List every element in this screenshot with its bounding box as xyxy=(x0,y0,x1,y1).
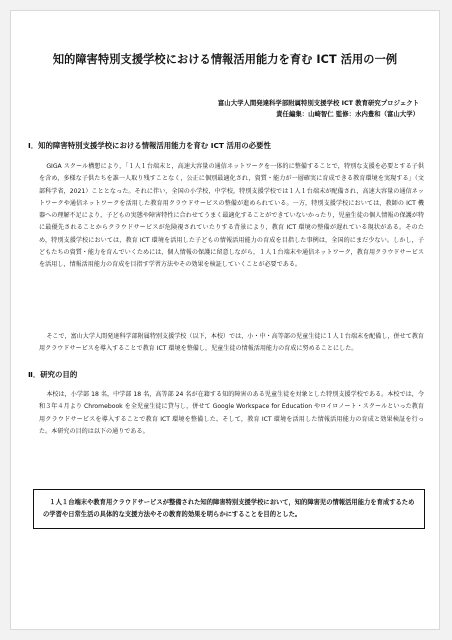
section1-heading: Ⅰ．知的障害特別支援学校における情報活用能力を育む ICT 活用の必要性 xyxy=(28,141,271,150)
affiliation-block xyxy=(218,98,419,119)
section2-heading: Ⅱ．研究の目的 xyxy=(28,370,78,379)
document-page xyxy=(10,10,440,630)
section2-paragraph-1: 本校は，小学部 18 名，中学部 18 名，高等部 24 名が在籍する知的障害のある児童生徒を対象とした特別支援学校である。本校では，令和３年４月より Chromebook を全児童生徒に貸与し，併せて Google Workspace for Education やロイロノート・スクールといった教育用クラウドサービスを導入することで教育 ICT 環境を整備した。そして，教育 ICT 環境を活用した情報活用能力の育成と効果検証を行った。本研究の目的は以下の通りである。 xyxy=(39,391,424,435)
research-purpose-box: １人１台端末や教育用クラウドサービスが整備された知的障害特別支援学校において，知的障害児の情報活用能力を育成するための学習や日常生活の具体的な支援方法やその教育的効果を明らかにすることを目的とした。 xyxy=(33,489,425,529)
section1-paragraph-2: そこで，富山大学人間発達科学部附属特別支援学校（以下，本校）では，小・中・高等部の児童生徒に１人１台端末を配備し，併せて教育用クラウドサービスを導入することで教育 ICT 環境を整備し，児童生徒の情報活用能力の育成に努めることにした。 xyxy=(39,333,425,353)
affiliation-editors: 責任編集：山崎智仁 監修：水内豊和（富山大学） xyxy=(276,109,419,118)
document-title: 知的障害特別支援学校における情報活用能力を育む ICT 活用の一例 xyxy=(52,53,398,66)
section1-paragraph-1: GIGA スクール構想により，「１人１台端末と，高速大容量の通信ネットワークを一体的に整備することで，特別な支援を必要とする子供を含め，多様な子供たちを誰一人取り残すことなく，公正に個別最適化され，資質・能力が一層確実に育成できる教育環境を実現する」（文部科学省，2021）こととなった。それに伴い，全国の小学校，中学校，特別支援学校では１人１台端末が配備され，高速大容量の通信ネットワークや通信ネットワークを活用した教育用クラウドサービスの整備が進められている。一方，特別支援学校においては，教師の ICT 機器への理解不足により，子どもの実態や障害特性に合わせてうまく最適化することができていないかったり，児童生徒の個人情報の保護が特に最優先されることからクラウドサービスが危険視されていたりする背景により，教育 ICT 環境の整備が遅れている現状がある。そのため，特別支援学校においては，教育 ICT 環境を活用した子どもの情報活用能力の育成を目指した事例は，全国的にまだ少ない。しかし，子どもたちの資質・能力を育んでいくためには，個人情報の保護に留意しながら，１人１台端末や通信ネットワーク，教育用クラウドサービスを活用し，情報活用能力の育成を目指す学習方法やその効果を検証していくことが必要である。 xyxy=(39,163,424,269)
affiliation-org: 富山大学人間発達科学部附属特別支援学校 ICT 教育研究プロジェクト xyxy=(217,99,419,107)
